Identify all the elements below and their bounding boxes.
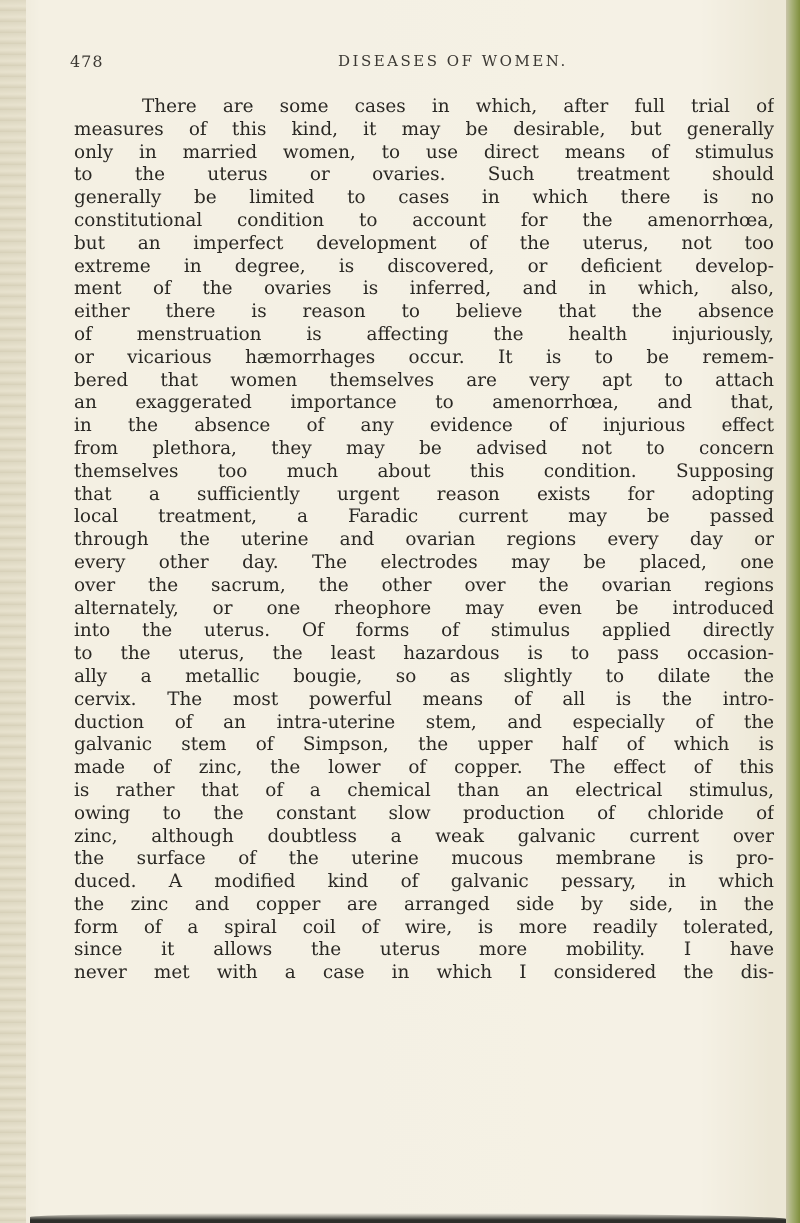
text-line: cervix. The most powerful means of all is the intro- xyxy=(74,688,774,710)
body-text xyxy=(74,96,774,985)
text-line: constitutional condition to account for the amenorrhœa, xyxy=(74,209,774,231)
text-line: either there is reason to believe that the absence xyxy=(74,301,774,323)
text-line: made of zinc, the lower of copper. The effect of this xyxy=(74,757,774,779)
text-line: galvanic stem of Simpson, the upper half of which is xyxy=(74,734,774,756)
text-line: only in married women, to use direct means of stimulus xyxy=(74,141,774,163)
text-line: the surface of the uterine mucous membrane is pro- xyxy=(74,848,774,870)
running-head xyxy=(70,52,770,78)
text-line: but an imperfect development of the uterus, not too xyxy=(74,232,774,254)
text-line: is rather that of a chemical than an electrical stimulus, xyxy=(74,779,774,801)
text-line: through the uterine and ovarian regions every day or xyxy=(74,529,774,551)
text-line: into the uterus. Of forms of stimulus applied directly xyxy=(74,620,774,642)
text-line: in the absence of any evidence of injurious effect xyxy=(74,415,774,437)
text-line: an exaggerated importance to amenorrhœa, and that, xyxy=(74,392,774,414)
text-line: zinc, although doubtless a weak galvanic current over xyxy=(74,825,774,847)
text-line: to the uterus, the least hazardous is to pass occasion- xyxy=(74,643,774,665)
text-line: alternately, or one rheophore may even be introduced xyxy=(74,597,774,619)
text-line: local treatment, a Faradic current may be passed xyxy=(74,506,774,528)
text-line: generally be limited to cases in which there is no xyxy=(74,187,774,209)
page-binding-shadow xyxy=(0,0,26,1223)
text-line: There are some cases in which, after full trial of xyxy=(142,96,774,117)
text-line: ally a metallic bougie, so as slightly to dilate the xyxy=(74,665,774,687)
text-line: themselves too much about this condition. Supposing xyxy=(74,460,774,482)
text-line: never met with a case in which I considered the dis- xyxy=(74,962,774,984)
text-line: the zinc and copper are arranged side by side, in the xyxy=(74,893,774,915)
text-line: duced. A modified kind of galvanic pessary, in which xyxy=(74,871,774,893)
text-line: since it allows the uterus more mobility. I have xyxy=(74,939,774,961)
text-line: form of a spiral coil of wire, is more readily tolerated, xyxy=(74,916,774,938)
text-line: bered that women themselves are very apt to attach xyxy=(74,369,774,391)
running-title: DISEASES OF WOMEN. xyxy=(338,52,568,70)
text-line: extreme in degree, is discovered, or deficient develop- xyxy=(74,255,774,277)
page-right-edge xyxy=(786,0,800,1223)
text-line: to the uterus or ovaries. Such treatment should xyxy=(74,164,774,186)
text-line: or vicarious hæmorrhages occur. It is to be remem- xyxy=(74,346,774,368)
text-line: of menstruation is affecting the health injuriously, xyxy=(74,323,774,345)
text-line: owing to the constant slow production of chloride of xyxy=(74,802,774,824)
page-number: 478 xyxy=(70,52,104,71)
text-line: from plethora, they may be advised not to concern xyxy=(74,437,774,459)
text-line: that a sufficiently urgent reason exists for adopting xyxy=(74,483,774,505)
page-bottom-edge xyxy=(30,1213,786,1223)
text-line: over the sacrum, the other over the ovarian regions xyxy=(74,574,774,596)
text-line: measures of this kind, it may be desirable, but generally xyxy=(74,118,774,140)
text-line: ment of the ovaries is inferred, and in which, also, xyxy=(74,278,774,300)
text-line: every other day. The electrodes may be placed, one xyxy=(74,551,774,573)
text-line: duction of an intra-uterine stem, and especially of the xyxy=(74,711,774,733)
